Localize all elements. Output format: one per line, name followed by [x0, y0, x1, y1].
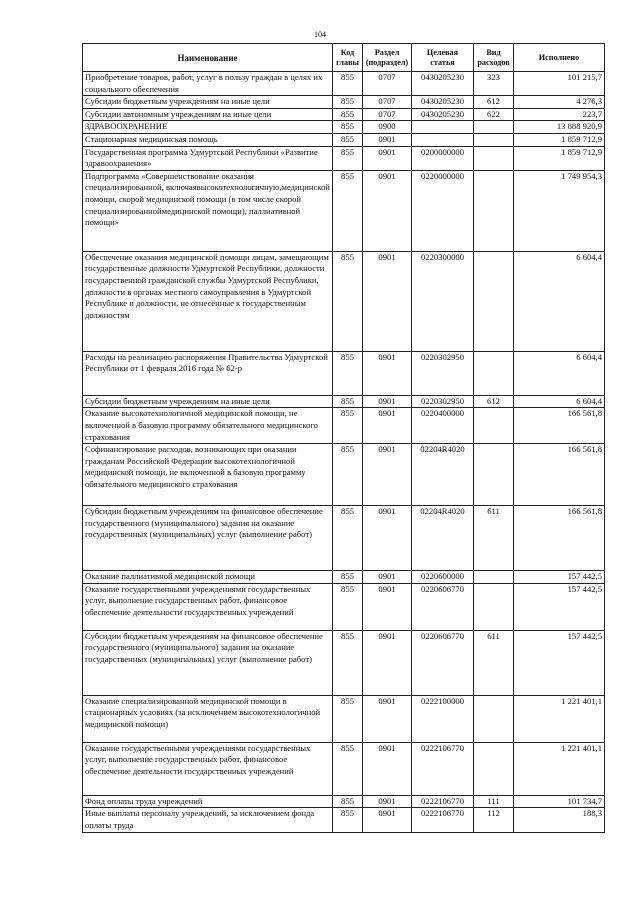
row-vid [474, 351, 514, 395]
row-name: Субсидии бюджетным учреждениям на финансовое обеспечение государственного (муниципального) задания на оказание государственных (муниципальных) услуг (выполнение работ) [83, 630, 333, 695]
header-name: Наименование [83, 44, 333, 72]
row-razdel: 0901 [363, 583, 412, 630]
row-statya: 0220000000 [412, 170, 474, 251]
row-vid: 112 [474, 808, 514, 832]
row-statya: 0220600000 [412, 571, 474, 584]
row-ispolneno: 101 734,7 [514, 795, 605, 808]
row-ispolneno: 6 604,4 [514, 351, 605, 395]
row-statya: 0220400000 [412, 408, 474, 444]
row-name: Приобретение товаров, работ, услуг в пользу граждан в целях их социального обеспечения [83, 72, 333, 96]
header-razdel: Раздел (подраздел) [363, 44, 412, 72]
row-ispolneno: 157 442,5 [514, 583, 605, 630]
table-row [83, 170, 605, 251]
row-razdel: 0901 [363, 630, 412, 695]
header-statya: Целевая статья [412, 44, 474, 72]
row-statya [412, 133, 474, 146]
row-glava: 855 [333, 742, 363, 795]
row-razdel: 0901 [363, 351, 412, 395]
row-name: Государственная программа Удмуртской Республики «Развитие здравоохранения» [83, 146, 333, 170]
row-statya: 0222106770 [412, 808, 474, 832]
row-name: Субсидии бюджетным учреждениям на иные цели [83, 395, 333, 408]
row-statya: 0222106770 [412, 795, 474, 808]
row-razdel: 0901 [363, 133, 412, 146]
table-row [83, 695, 605, 742]
row-statya: 0200000000 [412, 146, 474, 170]
row-name: Оказание государственными учреждениями государственных услуг, выполнение государственных работ, финансовое обеспечение деятельности государственных учреждений [83, 583, 333, 630]
row-name: Оказание высокотехнологичной медицинской помощи, не включенной в базовую программу обязательного медицинского страхования [83, 408, 333, 444]
row-vid [474, 695, 514, 742]
row-razdel: 0901 [363, 170, 412, 251]
row-statya: 0430205230 [412, 72, 474, 96]
row-glava: 855 [333, 72, 363, 96]
table-row [83, 583, 605, 630]
row-statya: 0222100000 [412, 695, 474, 742]
row-vid: 622 [474, 108, 514, 121]
row-vid: 111 [474, 795, 514, 808]
row-name: Оказание государственными учреждениями государственных услуг, выполнение государственных работ, финансовое обеспечение деятельности государственных учреждений [83, 742, 333, 795]
row-name: ЗДРАВООХРАНЕНИЕ [83, 121, 333, 134]
table-row [83, 96, 605, 109]
table-row [83, 742, 605, 795]
header-glava: Код главы [333, 44, 363, 72]
row-razdel: 0901 [363, 146, 412, 170]
table-row [83, 630, 605, 695]
row-name: Фонд оплаты труда учреждений [83, 795, 333, 808]
row-ispolneno: 166 561,8 [514, 444, 605, 506]
row-glava: 855 [333, 133, 363, 146]
row-statya: 0430205230 [412, 96, 474, 109]
row-vid: 612 [474, 395, 514, 408]
row-ispolneno: 1 859 712,9 [514, 146, 605, 170]
row-ispolneno: 166 561,8 [514, 408, 605, 444]
row-glava: 855 [333, 96, 363, 109]
row-razdel: 0901 [363, 444, 412, 506]
row-statya: 0430205230 [412, 108, 474, 121]
row-statya [412, 121, 474, 134]
row-name: Стационарная медицинская помощь [83, 133, 333, 146]
row-ispolneno: 188,3 [514, 808, 605, 832]
row-glava: 855 [333, 583, 363, 630]
row-vid [474, 170, 514, 251]
table-row [83, 506, 605, 571]
row-ispolneno: 1 221 401,1 [514, 695, 605, 742]
table-row [83, 146, 605, 170]
row-razdel: 0901 [363, 395, 412, 408]
row-ispolneno: 6 604,4 [514, 395, 605, 408]
row-glava: 855 [333, 506, 363, 571]
row-vid: 612 [474, 96, 514, 109]
row-statya: 0220606770 [412, 630, 474, 695]
row-name: Оказание специализированной медицинской помощи в стационарных условиях (за исключением высокотехнологичной медицинской помощи) [83, 695, 333, 742]
row-ispolneno: 223,7 [514, 108, 605, 121]
row-name: Оказание паллиативной медицинской помощи [83, 571, 333, 584]
row-name: Субсидии автономным учреждениям на иные цели [83, 108, 333, 121]
row-razdel: 0901 [363, 408, 412, 444]
row-ispolneno: 1 859 712,9 [514, 133, 605, 146]
table-row [83, 408, 605, 444]
row-glava: 855 [333, 571, 363, 584]
row-glava: 855 [333, 444, 363, 506]
row-razdel: 0901 [363, 695, 412, 742]
row-glava: 855 [333, 146, 363, 170]
row-statya: 0222106770 [412, 742, 474, 795]
row-ispolneno: 157 442,5 [514, 571, 605, 584]
table-row [83, 795, 605, 808]
table-row [83, 133, 605, 146]
row-statya: 0220606770 [412, 583, 474, 630]
row-razdel: 0901 [363, 808, 412, 832]
row-ispolneno: 13 888 920,9 [514, 121, 605, 134]
row-glava: 855 [333, 108, 363, 121]
row-vid [474, 251, 514, 351]
row-name: Субсидии бюджетным учреждениям на иные цели [83, 96, 333, 109]
page-number: 104 [314, 30, 326, 39]
row-glava: 855 [333, 408, 363, 444]
row-statya: 0220302950 [412, 351, 474, 395]
row-ispolneno: 6 604,4 [514, 251, 605, 351]
header-ispolneno: Исполнено [514, 44, 605, 72]
row-vid: 611 [474, 506, 514, 571]
table-row [83, 444, 605, 506]
table-row [83, 571, 605, 584]
row-name: Расходы на реализацию распоряжения Правительства Удмуртской Республики от 1 февраля 2016 года № 62-р [83, 351, 333, 395]
row-vid: 611 [474, 630, 514, 695]
table-row [83, 351, 605, 395]
row-ispolneno: 1 749 954,3 [514, 170, 605, 251]
row-ispolneno: 4 276,3 [514, 96, 605, 109]
header-vid: Вид расходов [474, 44, 514, 72]
row-glava: 855 [333, 395, 363, 408]
row-statya: 0220302950 [412, 395, 474, 408]
row-name: Субсидии бюджетным учреждениям на финансовое обеспечение государственного (муниципального) задания на оказание государственных (муниципальных) услуг (выполнение работ) [83, 506, 333, 571]
table-row [83, 395, 605, 408]
row-razdel: 0707 [363, 96, 412, 109]
row-glava: 855 [333, 170, 363, 251]
row-statya: 02204R4020 [412, 444, 474, 506]
table-row [83, 72, 605, 96]
row-name: Подпрограмма «Совершенствование оказания специализированной, включаявысокотехнологичную,медицинской помощи, скорой медицинской помощи (в том числе скорой специализированноймедицинской помощи), паллиативной помощи» [83, 170, 333, 251]
row-statya: 0220300000 [412, 251, 474, 351]
row-vid [474, 133, 514, 146]
row-glava: 855 [333, 630, 363, 695]
table-row [83, 808, 605, 832]
row-razdel: 0707 [363, 108, 412, 121]
row-razdel: 0900 [363, 121, 412, 134]
row-vid [474, 146, 514, 170]
row-name: Обеспечение оказания медицинской помощи лицам, замещающим государственные должности Удмуртской Республики, должности государственной гражданской службы Удмуртской Республики, должности в органах местного самоуправления в Удмуртской Республике и должности, не отнесённые к государственным должностям [83, 251, 333, 351]
row-ispolneno: 166 561,8 [514, 506, 605, 571]
row-statya: 02204R4020 [412, 506, 474, 571]
row-glava: 855 [333, 795, 363, 808]
row-vid [474, 571, 514, 584]
row-name: Софинансирование расходов, возникающих при оказании гражданам Российской Федерации высокотехнологичной медицинской помощи, не включенной в базовую программу обязательного медицинского страхования [83, 444, 333, 506]
row-vid [474, 583, 514, 630]
row-ispolneno: 101 215,7 [514, 72, 605, 96]
row-razdel: 0901 [363, 795, 412, 808]
row-glava: 855 [333, 121, 363, 134]
row-razdel: 0901 [363, 251, 412, 351]
table-row [83, 108, 605, 121]
row-razdel: 0901 [363, 506, 412, 571]
row-razdel: 0901 [363, 571, 412, 584]
row-ispolneno: 1 221 401,1 [514, 742, 605, 795]
row-ispolneno: 157 442,5 [514, 630, 605, 695]
row-glava: 855 [333, 695, 363, 742]
budget-table [82, 43, 605, 833]
row-vid [474, 444, 514, 506]
row-razdel: 0901 [363, 742, 412, 795]
row-glava: 855 [333, 351, 363, 395]
row-vid [474, 121, 514, 134]
table-row [83, 121, 605, 134]
row-razdel: 0707 [363, 72, 412, 96]
row-vid [474, 408, 514, 444]
table-row [83, 251, 605, 351]
row-vid: 323 [474, 72, 514, 96]
row-glava: 855 [333, 808, 363, 832]
row-glava: 855 [333, 251, 363, 351]
row-vid [474, 742, 514, 795]
row-name: Иные выплаты персоналу учреждений, за исключением фонда оплаты труда [83, 808, 333, 832]
